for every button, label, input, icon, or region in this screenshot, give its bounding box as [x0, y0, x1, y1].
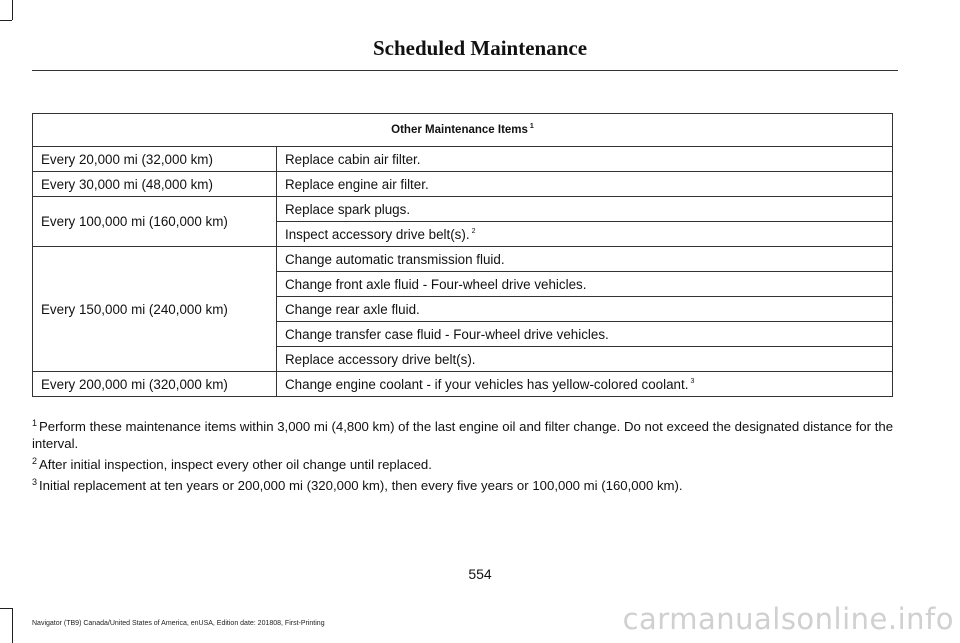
edition-footer: Navigator (TB9) Canada/United States of America, enUSA, Edition date: 201808, First-Printing — [32, 620, 325, 627]
table-row — [33, 372, 893, 397]
crop-mark-top-left — [12, 0, 13, 20]
interval-cell: Every 100,000 mi (160,000 km) — [33, 197, 277, 247]
footnote-text: Initial replacement at ten years or 200,000 mi (320,000 km), then every five years or 100,000 mi (160,000 km). — [39, 478, 683, 493]
footnote — [32, 456, 898, 473]
item-cell — [277, 372, 893, 397]
footnotes — [32, 418, 898, 498]
item-cell: Change automatic transmission fluid. — [277, 247, 893, 272]
crop-mark-bottom-left — [12, 608, 13, 643]
footnote-text: Perform these maintenance items within 3,000 mi (4,800 km) of the last engine oil and filter change. Do not exceed the designated distance for the interval. — [32, 419, 894, 451]
footnote — [32, 477, 898, 494]
table-title — [33, 114, 893, 147]
watermark: carmanualsonline.info — [622, 602, 954, 636]
footnote-mark: 2 — [471, 228, 476, 236]
item-cell: Replace cabin air filter. — [277, 147, 893, 172]
item-cell: Change front axle fluid - Four-wheel drive vehicles. — [277, 272, 893, 297]
crop-mark-top-left — [0, 20, 12, 21]
item-cell: Change transfer case fluid - Four-wheel drive vehicles. — [277, 322, 893, 347]
table-header-row — [33, 114, 893, 147]
interval-cell: Every 30,000 mi (48,000 km) — [33, 172, 277, 197]
footnote-text: After initial inspection, inspect every other oil change until replaced. — [39, 457, 432, 472]
item-cell: Replace spark plugs. — [277, 197, 893, 222]
item-cell: Replace accessory drive belt(s). — [277, 347, 893, 372]
item-cell: Change rear axle fluid. — [277, 297, 893, 322]
footnote-number: 2 — [32, 455, 38, 466]
table-row — [33, 197, 893, 222]
maintenance-table — [32, 113, 893, 397]
crop-mark-bottom-left — [0, 608, 12, 609]
page-number: 554 — [468, 566, 492, 582]
table-row — [33, 172, 893, 197]
table-row — [33, 147, 893, 172]
item-cell: Replace engine air filter. — [277, 172, 893, 197]
title-divider — [32, 70, 898, 71]
item-cell — [277, 222, 893, 247]
item-text: Change engine coolant - if your vehicles has yellow-colored coolant. — [285, 376, 689, 392]
interval-cell: Every 20,000 mi (32,000 km) — [33, 147, 277, 172]
footnote-number: 3 — [32, 476, 38, 487]
item-text: Inspect accessory drive belt(s). — [285, 226, 470, 242]
interval-cell: Every 150,000 mi (240,000 km) — [33, 247, 277, 372]
page-title: Scheduled Maintenance — [372, 36, 588, 60]
table-title-footnote-mark: 1 — [529, 123, 534, 131]
footnote-mark: 3 — [690, 378, 695, 386]
footnote — [32, 418, 898, 452]
interval-cell: Every 200,000 mi (320,000 km) — [33, 372, 277, 397]
footnote-number: 1 — [32, 417, 38, 428]
table-title-text: Other Maintenance Items — [391, 124, 528, 136]
table-row — [33, 247, 893, 272]
